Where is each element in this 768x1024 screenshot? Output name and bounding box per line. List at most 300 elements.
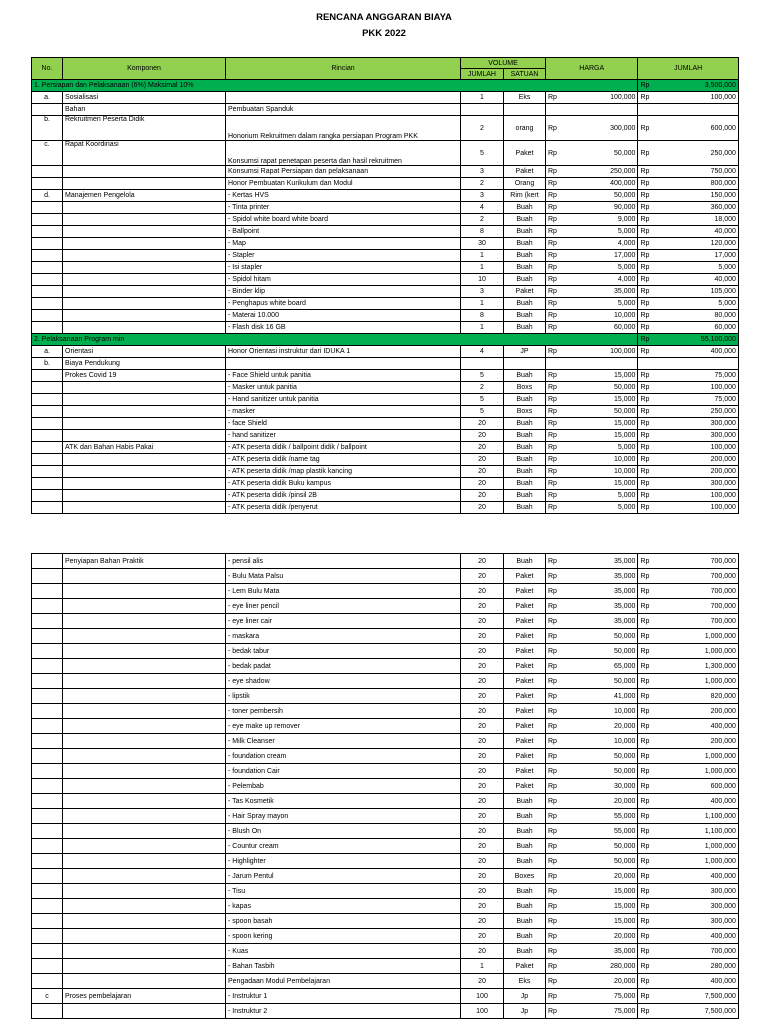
row-komponen [63, 382, 226, 394]
table-header-row [32, 58, 739, 69]
row-jumlah: 280,000 [651, 959, 738, 974]
row-jumlah-currency: Rp [638, 959, 651, 974]
row-volume-jumlah: 1 [461, 92, 504, 104]
row-volume-jumlah: 20 [461, 794, 504, 809]
row-harga: 50,000 [559, 406, 638, 418]
table-row [32, 749, 739, 764]
row-komponen [63, 944, 226, 959]
row-volume-satuan: Rim (kert [504, 190, 546, 202]
table-row [32, 310, 739, 322]
row-jumlah-currency: Rp [638, 584, 651, 599]
row-komponen [63, 466, 226, 478]
row-volume-satuan: Buah [504, 202, 546, 214]
row-volume-jumlah: 1 [461, 262, 504, 274]
row-harga: 4,000 [559, 274, 638, 286]
row-harga: 10,000 [559, 734, 638, 749]
header-volume-satuan: SATUAN [504, 69, 546, 80]
row-harga: 50,000 [559, 764, 638, 779]
row-jumlah-currency: Rp [638, 346, 651, 358]
row-volume-jumlah: 20 [461, 689, 504, 704]
row-jumlah-currency: Rp [638, 914, 651, 929]
row-harga: 400,000 [559, 178, 638, 190]
row-volume-satuan [504, 358, 546, 370]
table-row [32, 346, 739, 358]
row-volume-jumlah: 20 [461, 418, 504, 430]
row-volume-jumlah: 4 [461, 346, 504, 358]
table-row [32, 974, 739, 989]
row-harga: 65,000 [559, 659, 638, 674]
row-number [32, 569, 63, 584]
row-volume-jumlah: 20 [461, 554, 504, 569]
row-number [32, 959, 63, 974]
row-volume-jumlah: 20 [461, 749, 504, 764]
row-volume-satuan: Paket [504, 141, 546, 166]
row-harga-currency: Rp [546, 929, 559, 944]
row-volume-satuan: Buah [504, 262, 546, 274]
row-rincian: - ATK peserta didik /penyerut [226, 502, 461, 514]
row-number: b. [32, 358, 63, 370]
row-jumlah: 200,000 [651, 704, 738, 719]
row-volume-satuan: Buah [504, 418, 546, 430]
row-harga-currency: Rp [546, 406, 559, 418]
row-jumlah-currency: Rp [638, 226, 651, 238]
row-rincian: - bedak tabur [226, 644, 461, 659]
row-volume-satuan: Buah [504, 238, 546, 250]
header-harga: HARGA [546, 58, 638, 80]
section-currency: Rp [638, 334, 651, 346]
row-jumlah-currency: Rp [638, 644, 651, 659]
row-jumlah: 700,000 [651, 944, 738, 959]
row-volume-satuan: Paket [504, 569, 546, 584]
row-jumlah: 250,000 [651, 406, 738, 418]
row-number [32, 809, 63, 824]
row-jumlah-currency: Rp [638, 629, 651, 644]
row-rincian: - kapas [226, 899, 461, 914]
table-row [32, 226, 739, 238]
table-row [32, 584, 739, 599]
row-harga: 35,000 [559, 614, 638, 629]
row-harga: 100,000 [559, 346, 638, 358]
row-volume-satuan: Paket [504, 734, 546, 749]
row-harga: 5,000 [559, 262, 638, 274]
row-komponen [63, 1004, 226, 1019]
table-row [32, 629, 739, 644]
row-harga-currency: Rp [546, 629, 559, 644]
section-row [32, 80, 739, 92]
row-volume-satuan: Eks [504, 974, 546, 989]
row-jumlah: 250,000 [651, 141, 738, 166]
row-volume-jumlah: 100 [461, 1004, 504, 1019]
row-harga-currency: Rp [546, 914, 559, 929]
row-harga: 35,000 [559, 944, 638, 959]
row-harga-currency: Rp [546, 644, 559, 659]
row-harga: 300,000 [559, 116, 638, 141]
row-jumlah: 200,000 [651, 466, 738, 478]
row-number [32, 794, 63, 809]
row-komponen [63, 764, 226, 779]
row-number [32, 214, 63, 226]
row-volume-jumlah: 20 [461, 584, 504, 599]
row-harga-currency: Rp [546, 764, 559, 779]
row-volume-satuan: Paket [504, 764, 546, 779]
row-jumlah: 7,500,000 [651, 989, 738, 1004]
row-jumlah-currency: Rp [638, 92, 651, 104]
row-jumlah: 60,000 [651, 322, 738, 334]
row-komponen [63, 854, 226, 869]
row-harga-currency: Rp [546, 719, 559, 734]
row-harga-currency: Rp [546, 794, 559, 809]
row-komponen [63, 322, 226, 334]
row-number [32, 382, 63, 394]
row-rincian: - Ballpoint [226, 226, 461, 238]
row-volume-jumlah: 20 [461, 490, 504, 502]
row-komponen [63, 406, 226, 418]
row-jumlah-currency: Rp [638, 554, 651, 569]
row-jumlah-currency: Rp [638, 166, 651, 178]
row-harga: 35,000 [559, 554, 638, 569]
row-volume-satuan: Paket [504, 959, 546, 974]
row-jumlah [651, 104, 738, 116]
section-title: 2. Pelaksanaan Program min [32, 334, 638, 346]
row-komponen [63, 839, 226, 854]
table-row [32, 418, 739, 430]
row-jumlah-currency: Rp [638, 202, 651, 214]
row-komponen [63, 614, 226, 629]
row-jumlah-currency: Rp [638, 719, 651, 734]
row-jumlah-currency [638, 104, 651, 116]
budget-table-part-1 [31, 57, 739, 514]
row-volume-satuan: Buah [504, 250, 546, 262]
section-currency: Rp [638, 80, 651, 92]
row-komponen [63, 929, 226, 944]
row-rincian: - Flash disk 16 GB [226, 322, 461, 334]
table-row [32, 166, 739, 178]
row-jumlah-currency: Rp [638, 689, 651, 704]
row-rincian: - ATK peserta didik /pinsil 2B [226, 490, 461, 502]
row-harga-currency: Rp [546, 824, 559, 839]
row-harga-currency: Rp [546, 899, 559, 914]
row-harga-currency: Rp [546, 554, 559, 569]
table-row [32, 1004, 739, 1019]
row-komponen [63, 178, 226, 190]
row-komponen [63, 262, 226, 274]
row-jumlah: 40,000 [651, 274, 738, 286]
row-number [32, 644, 63, 659]
row-rincian: - ATK peserta didik /name tag [226, 454, 461, 466]
row-jumlah: 700,000 [651, 554, 738, 569]
row-komponen: Bahan [63, 104, 226, 116]
row-volume-satuan: Eks [504, 92, 546, 104]
row-harga-currency: Rp [546, 599, 559, 614]
row-jumlah-currency: Rp [638, 382, 651, 394]
row-jumlah-currency: Rp [638, 214, 651, 226]
row-number [32, 430, 63, 442]
row-harga: 20,000 [559, 974, 638, 989]
row-jumlah: 700,000 [651, 569, 738, 584]
row-jumlah-currency: Rp [638, 286, 651, 298]
row-volume-jumlah: 20 [461, 869, 504, 884]
row-rincian: - Bahan Tasbih [226, 959, 461, 974]
row-volume-satuan: Buah [504, 899, 546, 914]
row-jumlah: 300,000 [651, 914, 738, 929]
row-harga [559, 104, 638, 116]
row-harga: 15,000 [559, 394, 638, 406]
table-row [32, 116, 739, 141]
section-total: 3,500,000 [651, 80, 738, 92]
table-row [32, 869, 739, 884]
row-volume-satuan: Boxs [504, 382, 546, 394]
row-harga-currency: Rp [546, 959, 559, 974]
row-number [32, 202, 63, 214]
row-number [32, 406, 63, 418]
row-jumlah: 1,000,000 [651, 674, 738, 689]
row-jumlah: 400,000 [651, 346, 738, 358]
row-harga: 50,000 [559, 190, 638, 202]
row-number [32, 764, 63, 779]
row-harga-currency: Rp [546, 92, 559, 104]
row-volume-satuan: Buah [504, 854, 546, 869]
row-komponen: Sosialisasi [63, 92, 226, 104]
table-row [32, 959, 739, 974]
row-number [32, 418, 63, 430]
row-number [32, 322, 63, 334]
row-komponen: Rapat Koordinasi [63, 141, 226, 166]
row-jumlah-currency: Rp [638, 704, 651, 719]
row-rincian: - spoon basah [226, 914, 461, 929]
table-row [32, 454, 739, 466]
row-harga-currency: Rp [546, 659, 559, 674]
table-row [32, 262, 739, 274]
row-rincian: - Spidol hitam [226, 274, 461, 286]
table-row [32, 430, 739, 442]
row-rincian: - hand sanitizer [226, 430, 461, 442]
table-row [32, 944, 739, 959]
row-jumlah-currency: Rp [638, 854, 651, 869]
row-komponen: Orientasi [63, 346, 226, 358]
row-rincian: - Binder klip [226, 286, 461, 298]
row-jumlah-currency: Rp [638, 141, 651, 166]
row-number [32, 614, 63, 629]
row-number [32, 704, 63, 719]
table-row [32, 794, 739, 809]
row-number [32, 554, 63, 569]
row-harga: 50,000 [559, 854, 638, 869]
row-jumlah-currency: Rp [638, 370, 651, 382]
table-row [32, 809, 739, 824]
row-jumlah [651, 358, 738, 370]
row-komponen [63, 584, 226, 599]
row-harga-currency: Rp [546, 418, 559, 430]
row-jumlah-currency: Rp [638, 454, 651, 466]
row-harga: 50,000 [559, 674, 638, 689]
header-volume-jumlah: JUMLAH [461, 69, 504, 80]
row-volume-satuan: Paket [504, 166, 546, 178]
row-number [32, 944, 63, 959]
row-komponen: Biaya Pendukung [63, 358, 226, 370]
row-volume-satuan: Paket [504, 659, 546, 674]
row-number [32, 250, 63, 262]
section-title: 1. Persiapan dan Pelaksanaan (6%) Maksimal 10% [32, 80, 638, 92]
row-jumlah: 5,000 [651, 262, 738, 274]
row-rincian: Honor Orientasi instruktur dari IDUKA 1 [226, 346, 461, 358]
table-row [32, 989, 739, 1004]
row-jumlah-currency [638, 358, 651, 370]
row-rincian: - Spidol white board white board [226, 214, 461, 226]
row-jumlah: 600,000 [651, 779, 738, 794]
table-row [32, 490, 739, 502]
table-row [32, 929, 739, 944]
row-harga: 60,000 [559, 322, 638, 334]
budget-table-part-2 [31, 553, 739, 1019]
row-volume-jumlah: 2 [461, 214, 504, 226]
row-jumlah: 300,000 [651, 478, 738, 490]
row-volume-satuan: Paket [504, 584, 546, 599]
row-komponen [63, 974, 226, 989]
row-rincian: - Countur cream [226, 839, 461, 854]
row-volume-satuan: Paket [504, 704, 546, 719]
row-number [32, 310, 63, 322]
row-harga: 50,000 [559, 141, 638, 166]
row-komponen [63, 599, 226, 614]
row-number [32, 914, 63, 929]
table-row [32, 322, 739, 334]
row-volume-jumlah: 20 [461, 569, 504, 584]
row-volume-jumlah: 30 [461, 238, 504, 250]
row-volume-jumlah: 20 [461, 899, 504, 914]
row-jumlah-currency: Rp [638, 478, 651, 490]
row-komponen [63, 502, 226, 514]
row-number [32, 854, 63, 869]
row-komponen: Prokes Covid 19 [63, 370, 226, 382]
row-number [32, 899, 63, 914]
row-rincian: - Blush On [226, 824, 461, 839]
table-row [32, 599, 739, 614]
row-jumlah: 120,000 [651, 238, 738, 250]
row-jumlah: 800,000 [651, 178, 738, 190]
row-rincian: - Instruktur 1 [226, 989, 461, 1004]
row-harga-currency: Rp [546, 584, 559, 599]
row-volume-satuan: Buah [504, 809, 546, 824]
row-jumlah: 600,000 [651, 116, 738, 141]
document-subtitle: PKK 2022 [362, 28, 406, 39]
row-volume-satuan: Paket [504, 674, 546, 689]
row-jumlah-currency: Rp [638, 178, 651, 190]
section-total: 55,100,000 [651, 334, 738, 346]
row-jumlah: 700,000 [651, 599, 738, 614]
row-number [32, 599, 63, 614]
row-number [32, 104, 63, 116]
row-harga: 100,000 [559, 92, 638, 104]
row-harga: 35,000 [559, 569, 638, 584]
table-row [32, 644, 739, 659]
table-row [32, 502, 739, 514]
row-harga: 250,000 [559, 166, 638, 178]
row-rincian: - Kertas HVS [226, 190, 461, 202]
row-rincian: - Materai 10.000 [226, 310, 461, 322]
row-jumlah: 1,000,000 [651, 644, 738, 659]
table-row [32, 190, 739, 202]
table-row [32, 104, 739, 116]
row-harga-currency: Rp [546, 490, 559, 502]
row-rincian [226, 92, 461, 104]
row-harga: 15,000 [559, 418, 638, 430]
table-row [32, 382, 739, 394]
table-row [32, 719, 739, 734]
row-harga: 9,000 [559, 214, 638, 226]
row-number [32, 370, 63, 382]
row-jumlah-currency: Rp [638, 989, 651, 1004]
row-rincian: - Face Shield untuk panitia [226, 370, 461, 382]
row-volume-jumlah: 20 [461, 764, 504, 779]
row-harga-currency: Rp [546, 274, 559, 286]
row-volume-jumlah [461, 104, 504, 116]
row-volume-satuan: Buah [504, 322, 546, 334]
row-volume-jumlah: 20 [461, 809, 504, 824]
row-harga: 30,000 [559, 779, 638, 794]
row-rincian: - masker [226, 406, 461, 418]
row-jumlah: 200,000 [651, 734, 738, 749]
row-volume-satuan: Buah [504, 454, 546, 466]
table-row [32, 178, 739, 190]
row-jumlah: 1,100,000 [651, 809, 738, 824]
row-volume-jumlah: 20 [461, 944, 504, 959]
row-volume-jumlah: 20 [461, 719, 504, 734]
row-volume-jumlah: 20 [461, 674, 504, 689]
row-harga-currency: Rp [546, 734, 559, 749]
row-number [32, 298, 63, 310]
row-komponen [63, 914, 226, 929]
row-harga-currency: Rp [546, 141, 559, 166]
row-harga-currency: Rp [546, 478, 559, 490]
row-volume-satuan: Buah [504, 370, 546, 382]
row-volume-satuan: Buah [504, 554, 546, 569]
table-row [32, 554, 739, 569]
header-komponen: Komponen [63, 58, 226, 80]
row-volume-satuan: Boxs [504, 406, 546, 418]
row-harga: 5,000 [559, 442, 638, 454]
row-harga-currency: Rp [546, 238, 559, 250]
row-number [32, 286, 63, 298]
row-volume-jumlah: 100 [461, 989, 504, 1004]
row-harga: 50,000 [559, 839, 638, 854]
row-harga: 50,000 [559, 629, 638, 644]
row-volume-satuan: Buah [504, 226, 546, 238]
row-komponen: Manajemen Pengelola [63, 190, 226, 202]
row-rincian: - spoon kering [226, 929, 461, 944]
row-number: c. [32, 141, 63, 166]
table-row [32, 779, 739, 794]
row-harga: 10,000 [559, 704, 638, 719]
row-rincian: - foundation cream [226, 749, 461, 764]
row-harga: 17,000 [559, 250, 638, 262]
row-harga-currency: Rp [546, 674, 559, 689]
row-number: a. [32, 346, 63, 358]
row-komponen [63, 959, 226, 974]
table-row [32, 478, 739, 490]
table-row [32, 298, 739, 310]
row-number [32, 734, 63, 749]
row-number [32, 749, 63, 764]
row-jumlah: 200,000 [651, 454, 738, 466]
row-jumlah-currency: Rp [638, 809, 651, 824]
row-number [32, 779, 63, 794]
row-volume-jumlah: 1 [461, 298, 504, 310]
row-volume-satuan [504, 104, 546, 116]
row-harga-currency: Rp [546, 166, 559, 178]
row-harga: 15,000 [559, 478, 638, 490]
row-harga-currency [546, 358, 559, 370]
row-rincian: - Pelembab [226, 779, 461, 794]
